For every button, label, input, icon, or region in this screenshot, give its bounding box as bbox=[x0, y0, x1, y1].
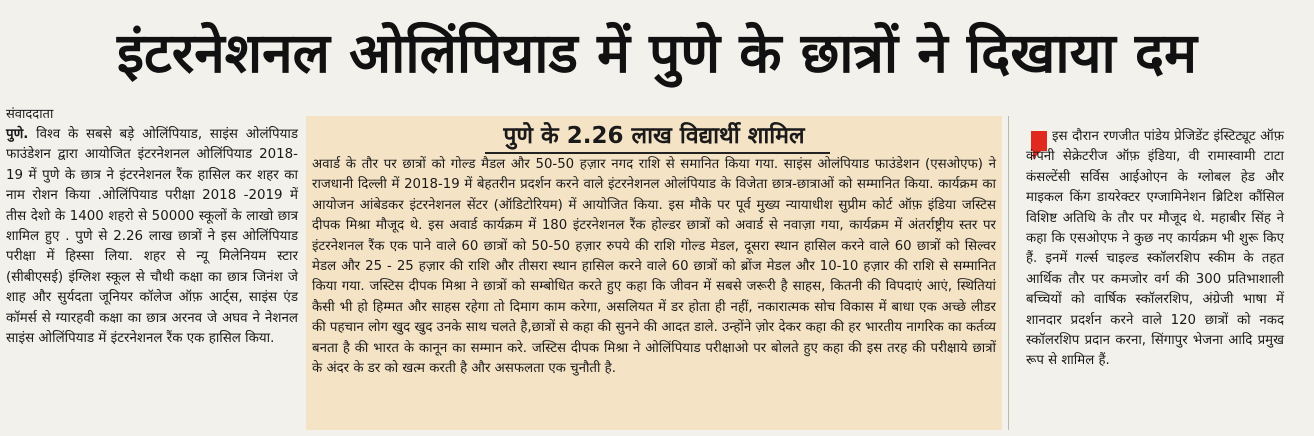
left-body-text: विश्व के सबसे बड़े ओलिंपियाड, साइंस ओलंपियाड फाउंडेशन द्वारा आयोजित इंटरनेशनल ओलिंपियाड 2018-19 में पुणे के छात्र ने इंटरनेशनल रैंक हासिल कर शहर का नाम रोशन किया .ओलिंपियाड परीक्षा 2018 -2019 में तीस देशो के 1400 शहरो से 50000 स्कूलों के लाखो छात्र शामिल हुए . पुणे से 2.26 लाख छात्रों ने इस ओलिंपियाड परीक्षा में हिस्सा लिया. शहर से न्यू मिलेनियम स्टार (सीबीएसई) इंग्लिश स्कूल से चौथी कक्षा का छात्र जिनंश जे शाह और सुर्यदता जूनियर कॉलेज ऑफ़ आर्ट्स, साइंस एंड कॉमर्स से ग्यारहवी कक्षा का छात्र अरनव जे अघव ने नेशनल साइंस ओलिंपियाड में इंटरनेशनल रैंक एक हासिल किया. bbox=[6, 127, 298, 347]
byline: संवाददाता bbox=[6, 107, 54, 122]
headline: इंटरनेशनल ओलिंपियाड में पुणे के छात्रों ने दिखाया दम bbox=[117, 21, 1197, 85]
right-body: इस दौरान रणजीत पांडेय प्रेजिडेंट इंस्टिट्यूट ऑफ़ कंपनी सेक्रेटरीज ऑफ़ इंडिया, वी रामास्वामी टाटा कंसल्टेंसी सर्विस आईओएन के ग्लोबल हेड और माइकल किंग डायरेक्टर एग्जामिनेशन ब्रिटिश कौंसिल विशिष्ट अतिथि के तौर पर मौजूद थे. महाबीर सिंह ने कहा कि एसओएफ ने कुछ नए कार्यक्रम भी शुरू किए हैं. इनमें गर्ल्स चाइल्ड स्कॉलरशिप स्कीम के तहत आर्थिक तौर पर कमजोर वर्ग की 300 प्रतिभाशाली बच्चियों को वार्षिक स्कॉलरशिप, अंग्रेजी भाषा में शानदार प्रदर्शन करने वाले 120 छात्रों को नकद स्कॉलरशिप प्रदान करना, सिंगापुर भेजना आदि प्रमुख रूप से शामिल हैं. bbox=[1026, 129, 1284, 369]
column-divider bbox=[1008, 116, 1009, 430]
subheadline-underline bbox=[485, 152, 830, 154]
dateline: पुणे. bbox=[6, 127, 29, 142]
middle-body: अवार्ड के तौर पर छात्रों को गोल्ड मैडल और 50-50 हज़ार नगद राशि से समानित किया गया. साइंस ओलंपियाड फाउंडेशन (एसओएफ) ने राजधानी दिल्ली में 2018-19 में बेहतरीन प्रदर्शन करने वाले इंटरनेशनल ओलंपियाड के विजेता छात्र-छात्राओं को सम्मानित किया. कार्यक्रम का आयोजन आंबेडकर इंटरनेशनल सेंटर (ऑडिटोरियम) में आयोजित किया. इस मौके पर पूर्व मुख्य न्यायाधीश सुप्रीम कोर्ट ऑफ़ इंडिया जस्टिस दीपक मिश्रा मौजूद थे. इस अवार्ड कार्यक्रम में 180 इंटरनेशनल रैंक होल्डर छात्रों को अवार्ड से नवाज़ा गया, कार्यक्रम में अंतर्राष्ट्रीय स्तर पर इंटरनेशनल रैंक एक पाने वाले 60 छात्रों को 50-50 हज़ार रुपये की राशि गोल्ड मेडल, दूसरा स्थान हासिल करने वाले 60 छात्रों को सिल्वर मेडल और 25 - 25 हज़ार की राशि और तीसरा स्थान हासिल करने वाले 60 छात्रों को ब्रोंज मेडल और 10-10 हज़ार की राशि से सम्मानित किया गया. जस्टिस दीपक मिश्रा ने छात्रों को सम्बोधित करते हुए कहा कि जीवन में सबसे जरूरी है साहस, कितनी की विपदाएं आएं, स्थितियां कैसी भी हो हिम्मत और साहस रहेगा तो दिमाग काम करेगा, असलियत में डर होता ही नहीं, नकारात्मक सोच विकास में बाधा एक अच्छे लीडर की पहचान लोग खुद खुद उनके साथ चलते है,छात्रों से कहा की सुनने की आदत डाले. उन्होंने ज़ोर देकर कहा की हर भारतीय नागरिक का कर्तव्य बनता है की भारत के कानून का सम्मान करे. जस्टिस दीपक मिश्रा ने ओलिंपियाड परीक्षाओ पर बोलते हुए कहा की इस तरह की परीक्षाये छात्रों के अंदर के डर को खत्म करती है और असफलता एक चुनौती है. bbox=[312, 157, 996, 377]
right-column bbox=[1026, 127, 1284, 372]
left-column bbox=[6, 106, 298, 349]
subheadline: पुणे के 2.26 लाख विद्यार्थी शामिल bbox=[503, 123, 805, 149]
left-body bbox=[6, 125, 298, 349]
